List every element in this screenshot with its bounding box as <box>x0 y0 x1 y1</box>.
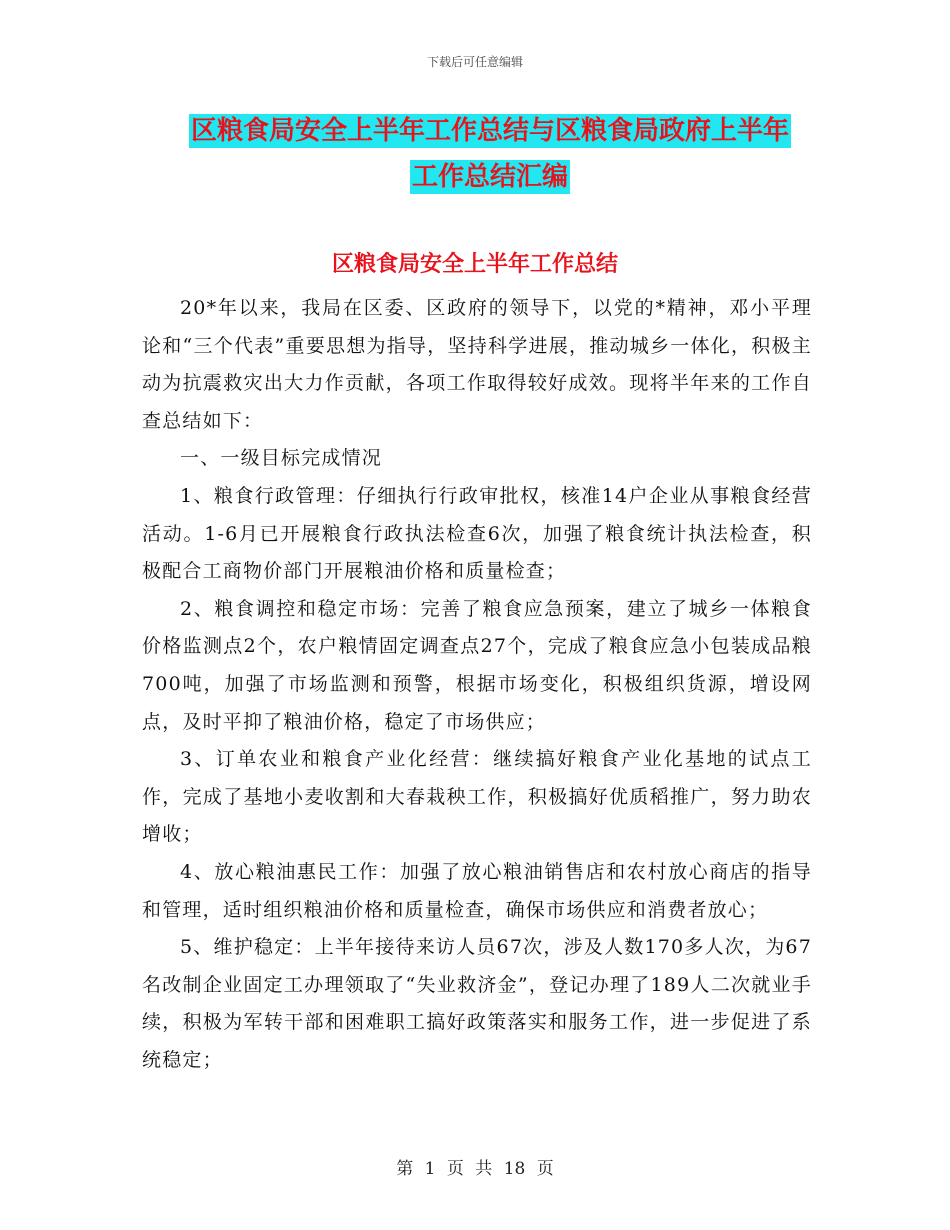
paragraph-item-1: 1、粮食行政管理：仔细执行行政审批权，核准14户企业从事粮食经营活动。1-6月已开展粮食行政执法检查6次，加强了粮食统计执法检查，积极配合工商物价部门开展粮油价格和质量检查； <box>142 484 812 583</box>
header-note: 下载后可任意编辑 <box>426 55 523 69</box>
section-title: 区粮食局安全上半年工作总结 <box>331 252 618 277</box>
title-line-2: 工作总结汇编 <box>411 162 568 192</box>
paragraph-item-5: 5、维护稳定：上半年接待来访人员67次，涉及人数170多人次，为67名改制企业固定工办理领取了“失业救济金”，登记办理了189人二次就业手续，积极为军转干部和困难职工搞好政策落实和服务工作，进一步促进了系统稳定； <box>142 936 812 1071</box>
paragraph-item-2: 2、粮食调控和稳定市场：完善了粮食应急预案，建立了城乡一体粮食价格监测点2个，农户粮情固定调查点27个，完成了粮食应急小包装成品粮700吨，加强了市场监测和预警，根据市场变化，积极组织货源，增设网点，及时平抑了粮油价格，稳定了市场供应； <box>142 597 812 733</box>
paragraph-item-3: 3、订单农业和粮食产业化经营：继续搞好粮食产业化基地的试点工作，完成了基地小麦收割和大春栽秧工作，积极搞好优质稻推广，努力助农增收； <box>142 748 812 846</box>
paragraph-item-4: 4、放心粮油惠民工作：加强了放心粮油销售店和农村放心商店的指导和管理，适时组织粮油价格和质量检查，确保市场供应和消费者放心； <box>142 860 812 921</box>
paragraph-heading-1: 一、一级目标完成情况 <box>180 447 383 470</box>
page-number-footer: 第 1 页 共 18 页 <box>396 1159 554 1179</box>
title-line-1: 区粮食局安全上半年工作总结与区粮食局政府上半年 <box>190 116 789 146</box>
document-body <box>142 290 812 1079</box>
document-title <box>140 108 840 200</box>
paragraph-intro: 20*年以来，我局在区委、区政府的领导下，以党的*精神，邓小平理论和“三个代表”重要思想为指导，坚持科学进展，推动城乡一体化，积极主动为抗震救灾出大力作贡献，各项工作取得较好成效。现将半年来的工作自查总结如下： <box>142 297 812 432</box>
